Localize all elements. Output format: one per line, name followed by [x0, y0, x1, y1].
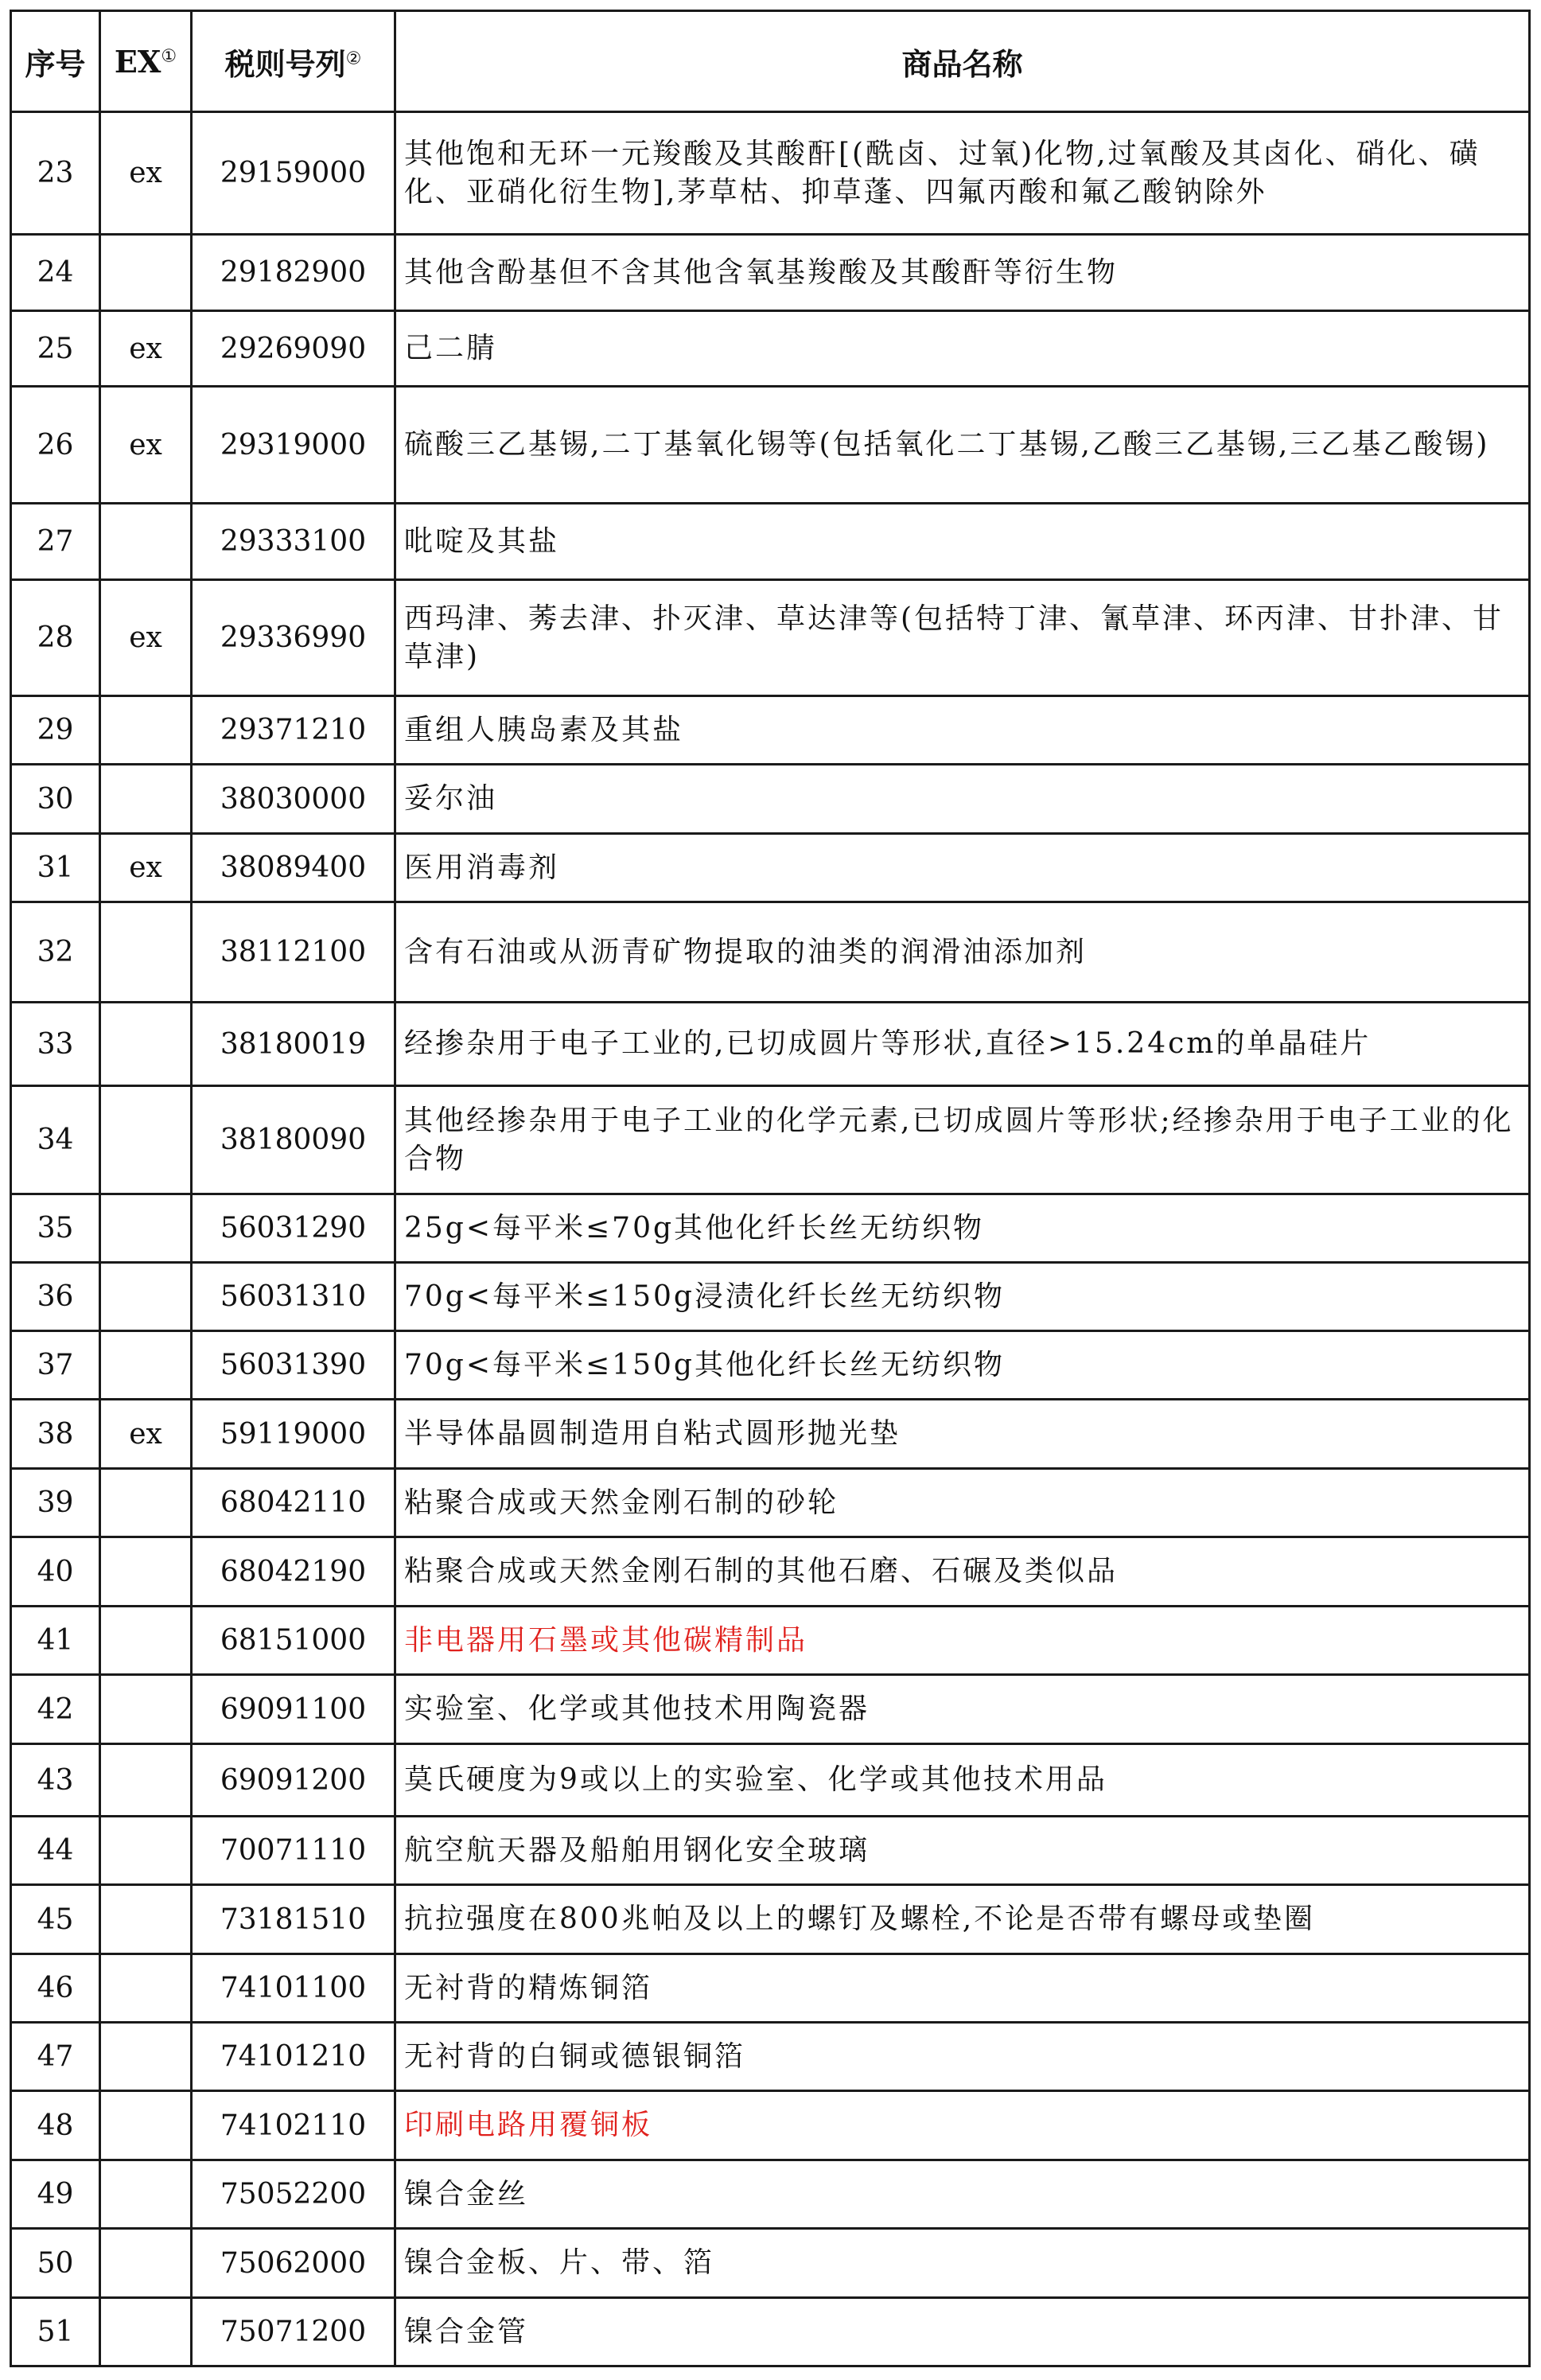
cell-seq: 30 — [11, 765, 100, 834]
cell-code: 73181510 — [192, 1885, 395, 1954]
cell-seq: 29 — [11, 696, 100, 765]
header-ex — [100, 11, 192, 112]
table-row — [11, 2023, 1530, 2091]
table-row — [11, 311, 1530, 387]
cell-product-name: 粘聚合成或天然金刚石制的砂轮 — [395, 1469, 1530, 1537]
cell-ex — [100, 765, 192, 834]
cell-ex: ex — [100, 387, 192, 504]
cell-product-name: 印刷电路用覆铜板 — [395, 2091, 1530, 2160]
cell-code: 29182900 — [192, 235, 395, 311]
table-row — [11, 765, 1530, 834]
cell-code: 56031390 — [192, 1331, 395, 1400]
cell-product-name: 无衬背的精炼铜箔 — [395, 1954, 1530, 2023]
cell-seq: 38 — [11, 1400, 100, 1469]
cell-ex — [100, 1263, 192, 1331]
cell-ex — [100, 1954, 192, 2023]
cell-code: 29371210 — [192, 696, 395, 765]
table-body — [11, 112, 1530, 2366]
table-row — [11, 1263, 1530, 1331]
cell-code: 70071110 — [192, 1817, 395, 1885]
cell-code: 29159000 — [192, 112, 395, 235]
table-row — [11, 1469, 1530, 1537]
cell-product-name: 经掺杂用于电子工业的,已切成圆片等形状,直径>15.24cm的单晶硅片 — [395, 1003, 1530, 1086]
table-row — [11, 1400, 1530, 1469]
cell-seq: 46 — [11, 1954, 100, 2023]
cell-code: 68042190 — [192, 1537, 395, 1607]
cell-seq: 40 — [11, 1537, 100, 1607]
header-name-label: 商品名称 — [901, 45, 1023, 82]
cell-seq: 47 — [11, 2023, 100, 2091]
cell-product-name: 70g<每平米≤150g浸渍化纤长丝无纺织物 — [395, 1263, 1530, 1331]
table-row — [11, 1607, 1530, 1675]
header-row — [11, 11, 1530, 112]
cell-ex — [100, 2091, 192, 2160]
cell-code: 74101210 — [192, 2023, 395, 2091]
table-row — [11, 112, 1530, 235]
cell-ex — [100, 1607, 192, 1675]
cell-ex — [100, 1885, 192, 1954]
table-row — [11, 2298, 1530, 2366]
header-ex-footnote: ① — [161, 45, 177, 66]
cell-seq: 27 — [11, 504, 100, 580]
table-row — [11, 2229, 1530, 2298]
cell-code: 75052200 — [192, 2160, 395, 2229]
table-row — [11, 902, 1530, 1003]
cell-product-name: 妥尔油 — [395, 765, 1530, 834]
cell-ex: ex — [100, 834, 192, 902]
cell-code: 74101100 — [192, 1954, 395, 2023]
cell-product-name: 镍合金管 — [395, 2298, 1530, 2366]
table-row — [11, 1537, 1530, 1607]
cell-seq: 43 — [11, 1744, 100, 1817]
header-code — [192, 11, 395, 112]
cell-seq: 26 — [11, 387, 100, 504]
cell-code: 38089400 — [192, 834, 395, 902]
cell-seq: 39 — [11, 1469, 100, 1537]
header-seq-label: 序号 — [25, 45, 86, 82]
table-row — [11, 1003, 1530, 1086]
cell-product-name: 航空航天器及船舶用钢化安全玻璃 — [395, 1817, 1530, 1885]
cell-ex — [100, 1086, 192, 1194]
cell-ex — [100, 696, 192, 765]
cell-product-name: 镍合金丝 — [395, 2160, 1530, 2229]
cell-ex — [100, 1744, 192, 1817]
cell-product-name: 粘聚合成或天然金刚石制的其他石磨、石碾及类似品 — [395, 1537, 1530, 1607]
cell-ex — [100, 1194, 192, 1263]
cell-code: 68151000 — [192, 1607, 395, 1675]
cell-product-name: 其他含酚基但不含其他含氧基羧酸及其酸酐等衍生物 — [395, 235, 1530, 311]
cell-code: 69091200 — [192, 1744, 395, 1817]
table-row — [11, 2160, 1530, 2229]
cell-seq: 25 — [11, 311, 100, 387]
table-row — [11, 1817, 1530, 1885]
cell-ex — [100, 2160, 192, 2229]
cell-code: 38112100 — [192, 902, 395, 1003]
cell-product-name: 镍合金板、片、带、箔 — [395, 2229, 1530, 2298]
cell-ex — [100, 2298, 192, 2366]
cell-seq: 36 — [11, 1263, 100, 1331]
cell-ex — [100, 2023, 192, 2091]
cell-code: 38180019 — [192, 1003, 395, 1086]
table-row — [11, 1744, 1530, 1817]
cell-ex — [100, 902, 192, 1003]
table-row — [11, 1954, 1530, 2023]
table-row — [11, 1194, 1530, 1263]
cell-ex — [100, 1003, 192, 1086]
header-code-label: 税则号列 — [224, 45, 346, 82]
cell-ex: ex — [100, 311, 192, 387]
cell-product-name: 硫酸三乙基锡,二丁基氧化锡等(包括氧化二丁基锡,乙酸三乙基锡,三乙基乙酸锡) — [395, 387, 1530, 504]
cell-seq: 33 — [11, 1003, 100, 1086]
cell-ex: ex — [100, 112, 192, 235]
cell-seq: 51 — [11, 2298, 100, 2366]
cell-code: 29319000 — [192, 387, 395, 504]
cell-seq: 42 — [11, 1675, 100, 1744]
table-row — [11, 1086, 1530, 1194]
cell-code: 56031290 — [192, 1194, 395, 1263]
table-row — [11, 1885, 1530, 1954]
header-ex-label: EX — [114, 43, 161, 80]
cell-seq: 23 — [11, 112, 100, 235]
cell-ex — [100, 1331, 192, 1400]
table-row — [11, 1331, 1530, 1400]
cell-ex — [100, 504, 192, 580]
cell-code: 75062000 — [192, 2229, 395, 2298]
cell-ex — [100, 1469, 192, 1537]
cell-product-name: 70g<每平米≤150g其他化纤长丝无纺织物 — [395, 1331, 1530, 1400]
cell-product-name: 非电器用石墨或其他碳精制品 — [395, 1607, 1530, 1675]
cell-code: 74102110 — [192, 2091, 395, 2160]
cell-code: 68042110 — [192, 1469, 395, 1537]
cell-seq: 37 — [11, 1331, 100, 1400]
table-row — [11, 1675, 1530, 1744]
cell-seq: 50 — [11, 2229, 100, 2298]
cell-code: 29333100 — [192, 504, 395, 580]
cell-ex — [100, 1675, 192, 1744]
table-row — [11, 387, 1530, 504]
table-row — [11, 834, 1530, 902]
cell-product-name: 吡啶及其盐 — [395, 504, 1530, 580]
cell-product-name: 己二腈 — [395, 311, 1530, 387]
cell-product-name: 莫氏硬度为9或以上的实验室、化学或其他技术用品 — [395, 1744, 1530, 1817]
table-row — [11, 580, 1530, 696]
cell-product-name: 西玛津、莠去津、扑灭津、草达津等(包括特丁津、氰草津、环丙津、甘扑津、甘草津) — [395, 580, 1530, 696]
cell-ex — [100, 1817, 192, 1885]
cell-ex — [100, 235, 192, 311]
cell-code: 75071200 — [192, 2298, 395, 2366]
cell-seq: 44 — [11, 1817, 100, 1885]
cell-code: 59119000 — [192, 1400, 395, 1469]
cell-code: 56031310 — [192, 1263, 395, 1331]
cell-product-name: 其他经掺杂用于电子工业的化学元素,已切成圆片等形状;经掺杂用于电子工业的化合物 — [395, 1086, 1530, 1194]
cell-ex — [100, 1537, 192, 1607]
table-row — [11, 235, 1530, 311]
tariff-table — [10, 10, 1531, 2367]
cell-product-name: 重组人胰岛素及其盐 — [395, 696, 1530, 765]
table-header — [11, 11, 1530, 112]
cell-seq: 24 — [11, 235, 100, 311]
cell-ex: ex — [100, 580, 192, 696]
cell-product-name: 无衬背的白铜或德银铜箔 — [395, 2023, 1530, 2091]
cell-seq: 49 — [11, 2160, 100, 2229]
table-row — [11, 504, 1530, 580]
cell-product-name: 其他饱和无环一元羧酸及其酸酐[(酰卤、过氧)化物,过氧酸及其卤化、硝化、磺化、亚硝化衍生物],茅草枯、抑草蓬、四氟丙酸和氟乙酸钠除外 — [395, 112, 1530, 235]
cell-product-name: 半导体晶圆制造用自粘式圆形抛光垫 — [395, 1400, 1530, 1469]
cell-ex — [100, 2229, 192, 2298]
cell-product-name: 含有石油或从沥青矿物提取的油类的润滑油添加剂 — [395, 902, 1530, 1003]
cell-seq: 41 — [11, 1607, 100, 1675]
cell-seq: 28 — [11, 580, 100, 696]
cell-code: 38030000 — [192, 765, 395, 834]
cell-product-name: 25g<每平米≤70g其他化纤长丝无纺织物 — [395, 1194, 1530, 1263]
cell-seq: 45 — [11, 1885, 100, 1954]
cell-product-name: 实验室、化学或其他技术用陶瓷器 — [395, 1675, 1530, 1744]
cell-product-name: 抗拉强度在800兆帕及以上的螺钉及螺栓,不论是否带有螺母或垫圈 — [395, 1885, 1530, 1954]
header-code-footnote: ② — [345, 48, 362, 68]
cell-code: 38180090 — [192, 1086, 395, 1194]
cell-ex: ex — [100, 1400, 192, 1469]
header-seq — [11, 11, 100, 112]
cell-code: 69091100 — [192, 1675, 395, 1744]
cell-product-name: 医用消毒剂 — [395, 834, 1530, 902]
header-name — [395, 11, 1530, 112]
table-row — [11, 2091, 1530, 2160]
table-row — [11, 696, 1530, 765]
cell-seq: 34 — [11, 1086, 100, 1194]
cell-seq: 31 — [11, 834, 100, 902]
cell-seq: 32 — [11, 902, 100, 1003]
cell-code: 29336990 — [192, 580, 395, 696]
cell-seq: 35 — [11, 1194, 100, 1263]
cell-code: 29269090 — [192, 311, 395, 387]
cell-seq: 48 — [11, 2091, 100, 2160]
